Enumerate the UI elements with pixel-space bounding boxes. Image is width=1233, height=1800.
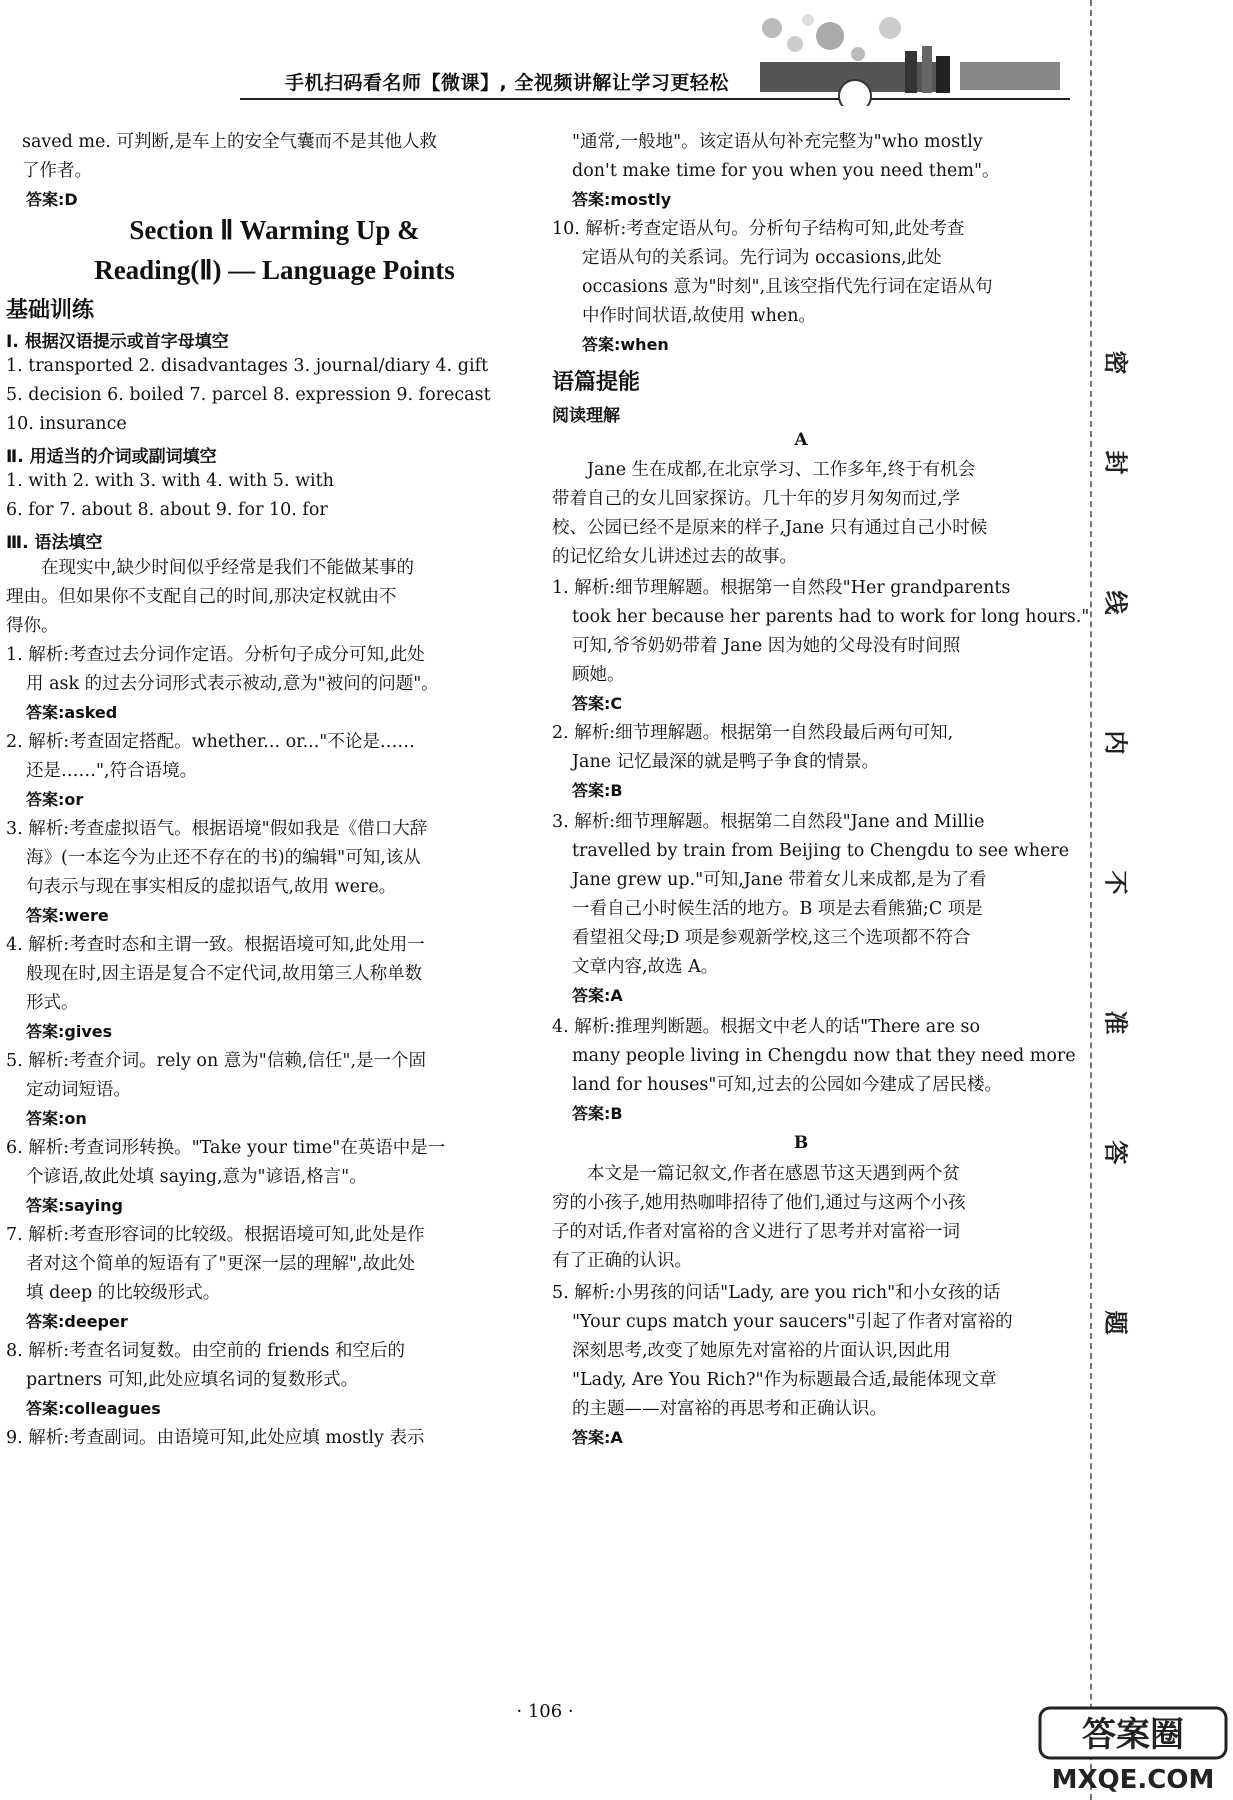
passage-a-label: A [794, 430, 808, 450]
analysis-line: 还是……",符合语境。 [26, 761, 198, 781]
seal-char: 准 [1101, 1010, 1130, 1035]
analysis-line: 8. 解析:考查名词复数。由空前的 friends 和空后的 [6, 1341, 406, 1361]
answer-row: 10. insurance [6, 414, 127, 434]
page-number: · 106 · [516, 1701, 574, 1722]
answer-line [26, 905, 109, 927]
watermark-top-text: 答案圈 [1082, 1715, 1184, 1755]
analysis-line: 用 ask 的过去分词形式表示被动,意为"被问的问题"。 [26, 674, 439, 694]
analysis-line: 可知,爷爷奶奶带着 Jane 因为她的父母没有时间照 [572, 636, 961, 656]
seal-char: 答 [1101, 1140, 1130, 1165]
analysis-line: Jane 记忆最深的就是鸭子争食的情景。 [572, 752, 880, 772]
answer-text: 答案:gives [26, 1022, 113, 1041]
analysis-line: 9. 解析:考查副词。由语境可知,此处应填 mostly 表示 [6, 1428, 425, 1448]
summary-line: 带着自己的女儿回家探访。几十年的岁月匆匆而过,学 [552, 489, 961, 509]
answer-row: 6. for 7. about 8. about 9. for 10. for [6, 500, 328, 520]
answer-row: 5. decision 6. boiled 7. parcel 8. expression 9. forecast [6, 385, 491, 405]
answer-line [572, 693, 622, 715]
analysis-line: "Your cups match your saucers"引起了作者对富裕的 [572, 1312, 1013, 1332]
answer-text: 答案:B [572, 1104, 623, 1123]
answer-line [26, 1398, 161, 1420]
answer-line [26, 1108, 87, 1130]
watermark-bottom-text: MXQE.COM [1051, 1765, 1215, 1794]
answer-line [572, 189, 671, 211]
answer-text: 答案:B [572, 781, 623, 800]
answer-line [26, 1021, 112, 1043]
seal-char: 线 [1101, 590, 1130, 615]
text-line: 得你。 [6, 616, 59, 636]
answer-text: 答案:or [26, 790, 84, 809]
analysis-line: 顾她。 [572, 665, 625, 685]
analysis-line: 句表示与现在事实相反的虚拟语气,故用 were。 [26, 877, 397, 897]
answer-line [26, 702, 117, 724]
analysis-line: occasions 意为"时刻",且该空指代先行词在定语从句 [582, 277, 993, 297]
answer-text: 答案:C [572, 694, 623, 713]
analysis-line: 看望祖父母;D 项是参观新学校,这三个选项都不符合 [572, 928, 971, 948]
text-line: 在现实中,缺少时间似乎经常是我们不能做某事的 [6, 558, 415, 578]
summary-line: 穷的小孩子,她用热咖啡招待了他们,通过与这两个小孩 [552, 1193, 966, 1213]
summary-line: Jane 生在成都,在北京学习、工作多年,终于有机会 [552, 460, 976, 480]
analysis-line: 般现在时,因主语是复合不定代词,故用第三人称单数 [26, 964, 423, 984]
analysis-line: 5. 解析:小男孩的问话"Lady, are you rich"和小女孩的话 [552, 1283, 1001, 1303]
analysis-line: travelled by train from Beijing to Chengdu to see where [572, 841, 1070, 861]
answer-text: 答案:colleagues [26, 1399, 161, 1418]
answer-text: 答案:asked [26, 703, 118, 722]
answer-text: 答案:D [26, 190, 78, 209]
analysis-line: 7. 解析:考查形容词的比较级。根据语境可知,此处是作 [6, 1225, 425, 1245]
analysis-line: 填 deep 的比较级形式。 [26, 1283, 221, 1303]
answer-text: 答案:saying [26, 1196, 123, 1215]
analysis-line: 形式。 [26, 993, 79, 1013]
answer-line [572, 1103, 623, 1125]
analysis-line: 1. 解析:考查过去分词作定语。分析句子成分可知,此处 [6, 645, 425, 665]
text-line: 了作者。 [22, 161, 92, 181]
analysis-line: 海》(一本迄今为止还不存在的书)的编辑"可知,该从 [26, 848, 421, 868]
part1-title: Ⅰ. 根据汉语提示或首字母填空 [6, 332, 229, 352]
answer-text: 答案:mostly [572, 190, 672, 209]
seal-char: 封 [1101, 450, 1130, 475]
heading-jichu: 基础训练 [6, 298, 95, 323]
seal-line [1090, 0, 1093, 1800]
analysis-line: 4. 解析:推理判断题。根据文中老人的话"There are so [552, 1017, 981, 1037]
analysis-line: 定语从句的关系词。先行词为 occasions,此处 [582, 248, 942, 268]
analysis-line: 1. 解析:细节理解题。根据第一自然段"Her grandparents [552, 578, 1011, 598]
answer-text: 答案:A [572, 986, 623, 1005]
analysis-line: 10. 解析:考查定语从句。分析句子结构可知,此处考查 [552, 219, 965, 239]
analysis-line: 中作时间状语,故使用 when。 [582, 306, 817, 326]
answer-text: 答案:deeper [26, 1312, 128, 1331]
answer-text: 答案:on [26, 1109, 87, 1128]
text-line: "通常,一般地"。该定语从句补充完整为"who mostly [572, 132, 983, 152]
analysis-line: 2. 解析:考查固定搭配。whether... or..."不论是…… [6, 732, 415, 752]
text-line: don't make time for you when you need them"。 [572, 161, 1000, 181]
analysis-line: 3. 解析:考查虚拟语气。根据语境"假如我是《借口大辞 [6, 819, 428, 839]
analysis-line: 个谚语,故此处填 saying,意为"谚语,格言"。 [26, 1167, 367, 1187]
section-title-line-2: Reading(Ⅱ) — Language Points [94, 255, 455, 285]
passage-b-label: B [793, 1133, 809, 1153]
part2-title: Ⅱ. 用适当的介词或副词填空 [6, 447, 217, 467]
answer-line [26, 789, 83, 811]
analysis-line: took her because her parents had to work for long hours." [572, 607, 1090, 627]
answer-row: 1. with 2. with 3. with 4. with 5. with [6, 471, 334, 491]
analysis-line: 6. 解析:考查词形转换。"Take your time"在英语中是一 [6, 1138, 446, 1158]
analysis-line: 4. 解析:考查时态和主谓一致。根据语境可知,此处用一 [6, 935, 425, 955]
analysis-line: 定动词短语。 [26, 1080, 131, 1100]
summary-line: 的记忆给女儿讲述过去的故事。 [552, 547, 797, 567]
answer-line [582, 334, 669, 356]
analysis-line: 的主题——对富裕的再思考和正确认识。 [572, 1399, 887, 1419]
answer-line [26, 1195, 123, 1217]
text-line: saved me. 可判断,是车上的安全气囊而不是其他人救 [22, 132, 438, 152]
analysis-line: land for houses"可知,过去的公园如今建成了居民楼。 [572, 1075, 1003, 1095]
seal-char: 不 [1101, 870, 1130, 895]
header-banner-text: 手机扫码看名师【微课】, 全视频讲解让学习更轻松 [285, 72, 729, 94]
answer-line [572, 1427, 623, 1449]
analysis-line: 深刻思考,改变了她原先对富裕的片面认识,因此用 [572, 1341, 951, 1361]
analysis-line: "Lady, Are You Rich?"作为标题最合适,最能体现文章 [572, 1370, 997, 1390]
seal-char: 密 [1101, 350, 1130, 375]
answer-text: 答案:A [572, 1428, 623, 1447]
seal-char: 题 [1101, 1310, 1130, 1335]
summary-line: 子的对话,作者对富裕的含义进行了思考并对富裕一词 [552, 1222, 961, 1242]
answer-line [26, 1311, 128, 1333]
heading-yupian: 语篇提能 [552, 370, 641, 395]
answer-line [26, 189, 78, 211]
answer-row: 1. transported 2. disadvantages 3. journal/diary 4. gift [6, 356, 489, 376]
summary-line: 校、公园已经不是原来的样子,Jane 只有通过自己小时候 [552, 518, 988, 538]
analysis-line: 一看自己小时候生活的地方。B 项是去看熊猫;C 项是 [572, 899, 983, 919]
watermark-logo [1038, 1704, 1228, 1794]
analysis-line: 文章内容,故选 A。 [572, 957, 719, 977]
part3-title: Ⅲ. 语法填空 [6, 533, 103, 553]
section-title-line-1: Section Ⅱ Warming Up & [129, 215, 420, 245]
analysis-line: 5. 解析:考查介词。rely on 意为"信赖,信任",是一个固 [6, 1051, 427, 1071]
answer-text: 答案:were [26, 906, 109, 925]
analysis-line: 2. 解析:细节理解题。根据第一自然段最后两句可知, [552, 723, 954, 743]
summary-line: 有了正确的认识。 [552, 1251, 692, 1271]
answer-line [572, 780, 623, 802]
header-decoration-image [760, 6, 1070, 106]
text-line: 理由。但如果你不支配自己的时间,那决定权就由不 [6, 587, 397, 607]
answer-line [572, 985, 623, 1007]
analysis-line: many people living in Chengdu now that they need more [572, 1046, 1076, 1066]
analysis-line: 者对这个简单的短语有了"更深一层的理解",故此处 [26, 1254, 416, 1274]
analysis-line: 3. 解析:细节理解题。根据第二自然段"Jane and Millie [552, 812, 985, 832]
heading-yuedu: 阅读理解 [552, 406, 620, 426]
analysis-line: partners 可知,此处应填名词的复数形式。 [26, 1370, 359, 1390]
seal-char: 内 [1101, 730, 1130, 755]
answer-text: 答案:when [582, 335, 669, 354]
analysis-line: Jane grew up."可知,Jane 带着女儿来成都,是为了看 [572, 870, 987, 890]
summary-line: 本文是一篇记叙文,作者在感恩节这天遇到两个贫 [552, 1164, 961, 1184]
